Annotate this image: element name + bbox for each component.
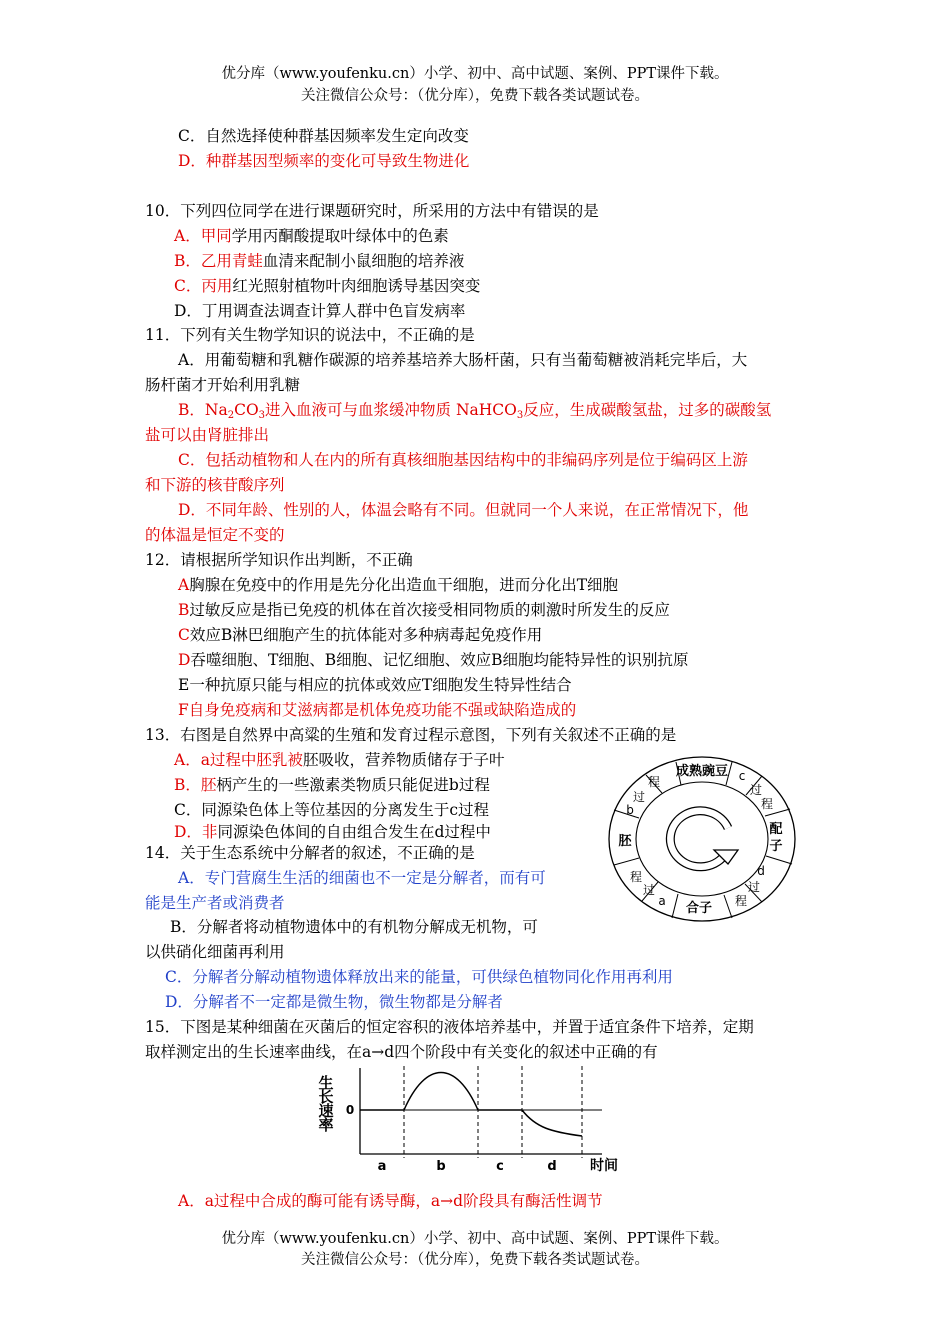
q10-a-rest: 学用丙酮酸提取叶绿体中的色素 bbox=[231, 227, 449, 245]
q12-stem: 12．请根据所学知识作出判断，不正确 bbox=[145, 551, 413, 569]
q14-option-d: D．分解者不一定都是微生物，微生物都是分解者 bbox=[165, 993, 503, 1011]
q12-option-b bbox=[178, 600, 670, 620]
q10-option-d: D．丁用调查法调查计算人群中色盲发病率 bbox=[174, 302, 466, 320]
q13-d-rest: 同源染色体间的自由组合发生在d过程中 bbox=[217, 823, 491, 841]
q11-b-pre: B．Na bbox=[178, 401, 228, 419]
q10-option-c bbox=[174, 276, 480, 296]
cycle-right-char1: 配 bbox=[769, 822, 783, 837]
q14-stem: 14．关于生态系统中分解者的叙述，不正确的是 bbox=[145, 844, 475, 862]
proc-b-3: b bbox=[626, 803, 634, 817]
cycle-stage-top: 成熟豌豆 bbox=[675, 764, 729, 779]
q12-option-d bbox=[178, 650, 689, 670]
q12-c-rest: 效应B淋巴细胞产生的抗体能对多种病毒起免疫作用 bbox=[189, 626, 543, 644]
q12-option-a bbox=[178, 575, 618, 595]
q11-option-b-line2: 盐可以由肾脏排出 bbox=[145, 426, 270, 444]
q13-option-a bbox=[174, 750, 504, 770]
phase-label-a: a bbox=[377, 1159, 387, 1174]
q12-c-red: C bbox=[178, 626, 190, 644]
q9-option-d: D．种群基因型频率的变化可导致生物进化 bbox=[178, 152, 470, 170]
q11-option-a-line1: A．用葡萄糖和乳糖作碳源的培养基培养大肠杆菌，只有当葡萄糖被消耗完毕后，大 bbox=[178, 351, 748, 369]
q10-a-red: A．甲同 bbox=[174, 227, 232, 245]
q13-option-c: C．同源染色体上等位基因的分离发生于c过程 bbox=[174, 801, 490, 819]
q13-a-rest: 胚吸收，营养物质储存于子叶 bbox=[302, 751, 505, 769]
proc-d-3: 程 bbox=[734, 894, 748, 908]
q11-b-sub3: 3 bbox=[516, 410, 524, 421]
proc-b-2: 过 bbox=[632, 790, 646, 804]
q14-option-c: C．分解者分解动植物遗体释放出来的能量，可供绿色植物同化作用再利用 bbox=[165, 968, 673, 986]
q10-c-rest: 红光照射植物叶肉细胞诱导基因突变 bbox=[232, 277, 481, 295]
q14-option-a-line1: A．专门营腐生生活的细菌也不一定是分解者，而有可 bbox=[178, 869, 546, 887]
header-line-1: 优分库（www.youfenku.cn）小学、初中、高中试题、案例、PPT课件下载。 bbox=[221, 66, 729, 82]
proc-c-2: 过 bbox=[749, 783, 763, 797]
proc-a-3: a bbox=[658, 894, 666, 908]
q11-option-b-line1 bbox=[178, 400, 771, 420]
x-axis-label: 时间 bbox=[590, 1158, 618, 1174]
proc-b-1: 程 bbox=[647, 775, 661, 789]
q11-b-sub1: 2 bbox=[227, 410, 235, 421]
q13-d-red: D．非 bbox=[174, 823, 218, 841]
q12-a-rest: 胸腺在免疫中的作用是先分化出造血干细胞，进而分化出T细胞 bbox=[189, 576, 619, 594]
header-line-2: 关注微信公众号：（优分库），免费下载各类试题试卷。 bbox=[301, 88, 649, 104]
q11-b-mid2: 进入血液可与血浆缓冲物质 NaHCO bbox=[265, 401, 517, 419]
q12-b-rest: 过敏反应是指已免疫的机体在首次接受相同物质的刺激时所发生的反应 bbox=[189, 601, 670, 619]
cycle-stage-bottom: 合子 bbox=[685, 901, 713, 916]
q11-option-c-line2: 和下游的核苷酸序列 bbox=[145, 476, 285, 494]
q11-stem: 11．下列有关生物学知识的说法中，不正确的是 bbox=[145, 326, 475, 344]
cycle-right-char2: 子 bbox=[769, 839, 783, 854]
q12-b-red: B bbox=[178, 601, 190, 619]
proc-a-2: 过 bbox=[642, 883, 656, 897]
q10-option-a bbox=[174, 226, 449, 246]
q11-b-post: 反应，生成碳酸氢盐，过多的碳酸氢 bbox=[523, 401, 772, 419]
cycle-stage-right bbox=[769, 821, 782, 854]
q10-option-b bbox=[174, 251, 464, 271]
q15-option-a: A．a过程中合成的酶可能有诱导酶，a→d阶段具有酶活性调节 bbox=[178, 1192, 603, 1210]
q12-d-rest: 吞噬细胞、T细胞、B细胞、记忆细胞、效应B细胞均能特异性的识别抗原 bbox=[190, 651, 689, 669]
y-axis-label-3: 速 bbox=[318, 1102, 334, 1120]
y-axis-label-2: 长 bbox=[318, 1088, 334, 1106]
q14-option-b-line2: 以供硝化细菌再利用 bbox=[145, 943, 285, 961]
growth-rate-curve bbox=[360, 1073, 582, 1137]
q13-stem: 13．右图是自然界中高粱的生殖和发育过程示意图，下列有关叙述不正确的是 bbox=[145, 726, 677, 744]
q9-option-c: C．自然选择使种群基因频率发生定向改变 bbox=[178, 127, 469, 145]
q12-option-c bbox=[178, 625, 542, 645]
proc-c-1: c bbox=[738, 769, 746, 783]
proc-d-1: d bbox=[757, 864, 765, 878]
q13-b-rest: 柄产生的一些激素类物质只能促进b过程 bbox=[216, 776, 490, 794]
q13-option-b bbox=[174, 775, 490, 795]
q13-option-d bbox=[174, 822, 491, 842]
q10-stem: 10．下列四位同学在进行课题研究时，所采用的方法中有错误的是 bbox=[145, 202, 599, 220]
y-axis-label-4: 率 bbox=[318, 1116, 334, 1134]
q11-option-a-line2: 肠杆菌才开始利用乳糖 bbox=[145, 376, 301, 394]
q12-a-red: A bbox=[178, 576, 190, 594]
phase-label-d: d bbox=[547, 1159, 557, 1174]
life-cycle-diagram bbox=[606, 754, 798, 924]
y-axis-label-1: 生 bbox=[318, 1074, 334, 1092]
growth-rate-chart bbox=[312, 1066, 638, 1174]
q12-option-f: F自身免疫病和艾滋病都是机体免疫功能不强或缺陷造成的 bbox=[178, 701, 577, 719]
q14-option-b-line1: B．分解者将动植物遗体中的有机物分解成无机物，可 bbox=[170, 918, 538, 936]
cycle-stage-left: 胚 bbox=[618, 834, 632, 849]
proc-a-1: 程 bbox=[629, 870, 643, 884]
q15-stem-line2: 取样测定出的生长速率曲线，在a→d四个阶段中有关变化的叙述中正确的有 bbox=[145, 1043, 658, 1061]
q10-b-rest: 血清来配制小鼠细胞的培养液 bbox=[262, 252, 465, 270]
phase-label-c: c bbox=[496, 1159, 504, 1174]
q11-b-mid: CO bbox=[234, 401, 259, 419]
q12-option-e: E一种抗原只能与相应的抗体或效应T细胞发生特异性结合 bbox=[178, 676, 572, 694]
q11-option-d-line2: 的体温是恒定不变的 bbox=[145, 526, 285, 544]
q13-a-red: A．a过程中胚乳被 bbox=[174, 751, 303, 769]
proc-c-3: 程 bbox=[760, 797, 774, 811]
q10-b-red: B．乙用青蛙 bbox=[174, 252, 263, 270]
q10-c-red: C．丙用 bbox=[174, 277, 233, 295]
proc-d-2: 过 bbox=[747, 880, 761, 894]
phase-label-b: b bbox=[436, 1159, 446, 1174]
q11-b-sub2: 3 bbox=[258, 410, 266, 421]
q11-option-d-line1: D．不同年龄、性别的人，体温会略有不同。但就同一个人来说，在正常情况下，他 bbox=[178, 501, 749, 519]
q15-stem-line1: 15．下图是某种细菌在灭菌后的恒定容积的液体培养基中，并置于适宜条件下培养，定期 bbox=[145, 1018, 754, 1036]
q13-b-red: B．胚 bbox=[174, 776, 217, 794]
footer-line-2: 关注微信公众号：（优分库），免费下载各类试题试卷。 bbox=[301, 1252, 649, 1268]
q11-option-c-line1: C．包括动植物和人在内的所有真核细胞基因结构中的非编码序列是位于编码区上游 bbox=[178, 451, 748, 469]
footer-line-1: 优分库（www.youfenku.cn）小学、初中、高中试题、案例、PPT课件下载。 bbox=[221, 1231, 729, 1247]
q12-d-red: D bbox=[178, 651, 191, 669]
zero-tick-label: 0 bbox=[345, 1103, 355, 1117]
q14-option-a-line2: 能是生产者或消费者 bbox=[145, 894, 285, 912]
cycle-inner-ring bbox=[636, 782, 768, 896]
